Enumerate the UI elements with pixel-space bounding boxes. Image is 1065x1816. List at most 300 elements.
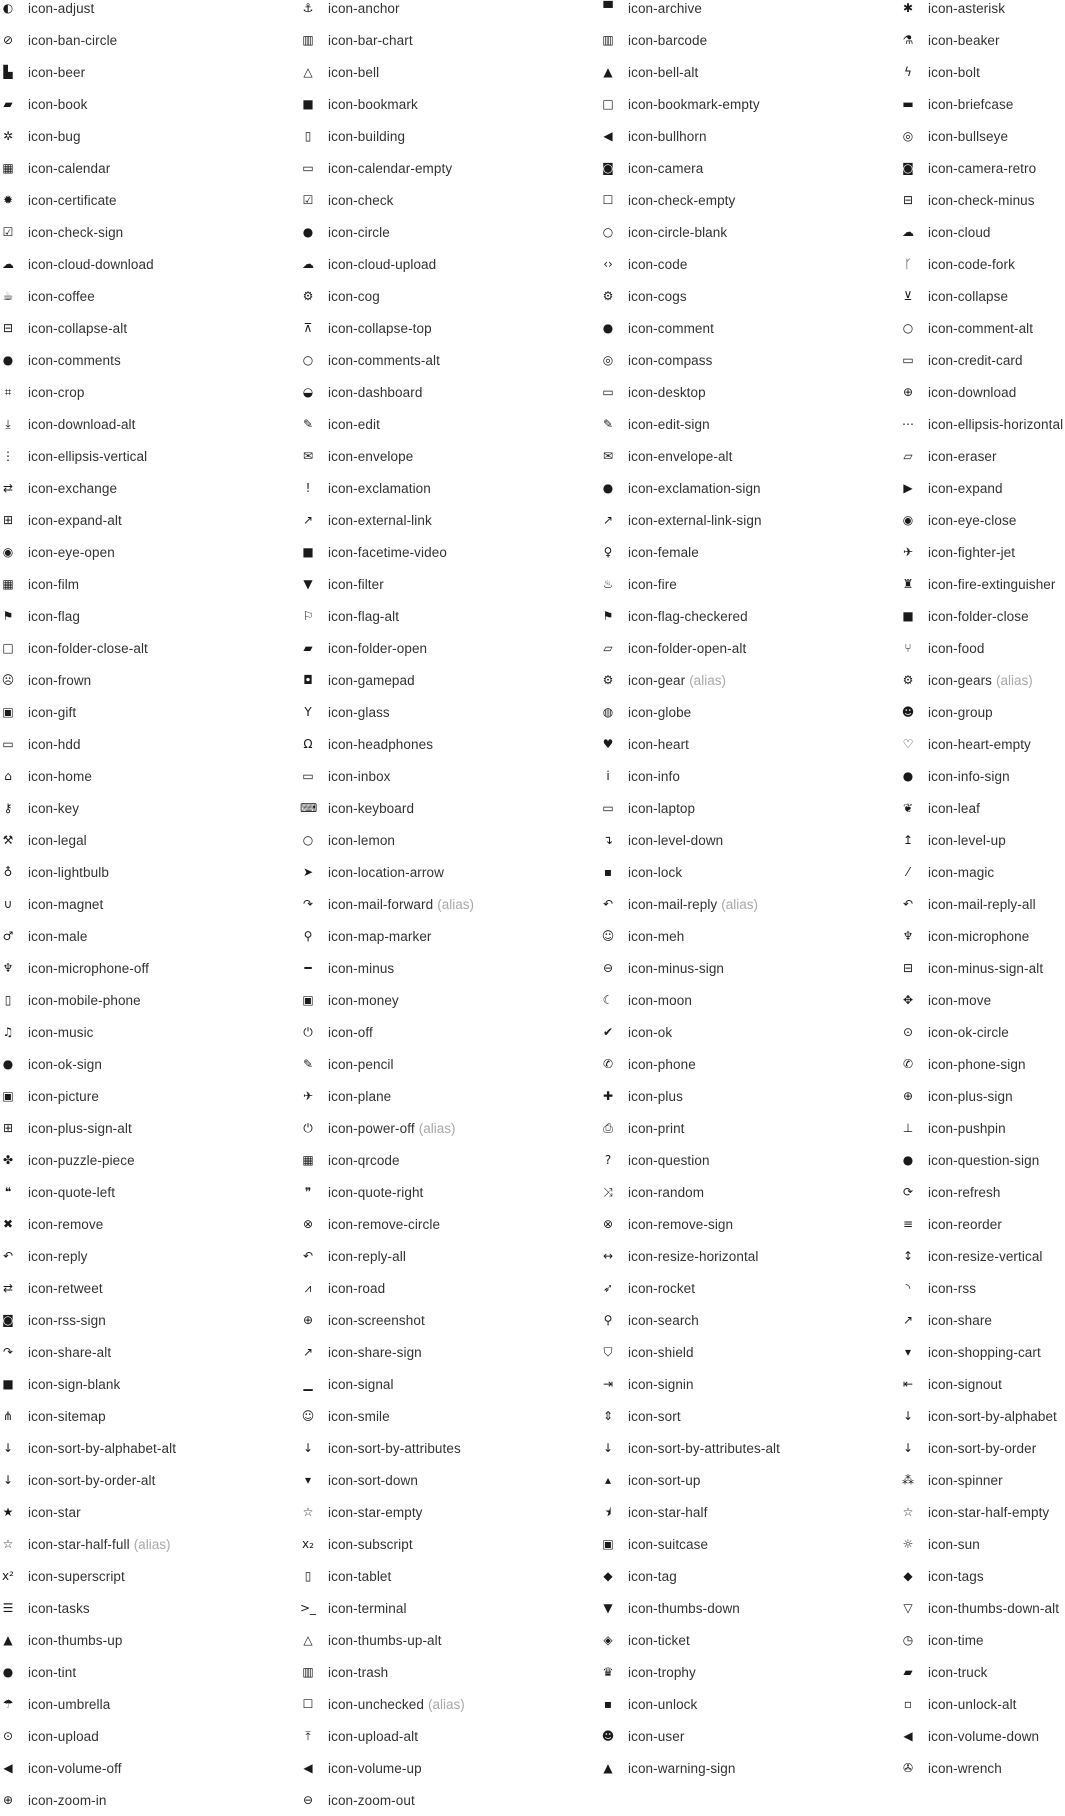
icon-entry[interactable] bbox=[300, 920, 600, 952]
icon-entry[interactable] bbox=[900, 888, 1065, 920]
icon-entry[interactable] bbox=[600, 728, 900, 760]
icon-entry[interactable] bbox=[0, 1144, 300, 1176]
icon-class-name: icon-frown bbox=[28, 672, 92, 688]
icon-entry[interactable] bbox=[600, 792, 900, 824]
icon-entry[interactable] bbox=[0, 152, 300, 184]
icon-entry[interactable] bbox=[900, 504, 1065, 536]
camera-icon: ◙ bbox=[602, 161, 614, 175]
icon-entry[interactable] bbox=[0, 248, 300, 280]
icon-entry[interactable] bbox=[600, 152, 900, 184]
icon-entry[interactable] bbox=[900, 1208, 1065, 1240]
icon-entry[interactable] bbox=[300, 1752, 600, 1784]
icon-entry[interactable] bbox=[600, 216, 900, 248]
icon-class-name: icon-bug bbox=[28, 128, 81, 144]
icon-entry[interactable] bbox=[900, 792, 1065, 824]
icon-entry[interactable] bbox=[600, 120, 900, 152]
icon-entry[interactable] bbox=[600, 280, 900, 312]
icon-entry[interactable] bbox=[0, 1496, 300, 1528]
ok-circle-icon: ⊙ bbox=[902, 1025, 914, 1039]
icon-entry[interactable] bbox=[900, 1144, 1065, 1176]
icon-entry[interactable] bbox=[600, 0, 900, 24]
icon-entry[interactable] bbox=[900, 536, 1065, 568]
icon-entry[interactable] bbox=[900, 760, 1065, 792]
icon-class-name: icon-globe bbox=[628, 704, 692, 720]
icon-entry[interactable] bbox=[300, 504, 600, 536]
icon-class-name: icon-plus-sign-alt bbox=[28, 1120, 132, 1136]
icon-entry[interactable] bbox=[0, 376, 300, 408]
icon-entry[interactable] bbox=[600, 1240, 900, 1272]
icon-entry[interactable] bbox=[0, 56, 300, 88]
icon-entry[interactable] bbox=[0, 888, 300, 920]
icon-entry[interactable] bbox=[0, 1688, 300, 1720]
icon-entry[interactable] bbox=[900, 1464, 1065, 1496]
icon-entry[interactable] bbox=[600, 1400, 900, 1432]
map-marker-icon: ⚲ bbox=[303, 929, 313, 943]
comment-icon: ● bbox=[602, 321, 614, 335]
icon-entry[interactable] bbox=[0, 24, 300, 56]
remove-circle-icon: ⊗ bbox=[302, 1217, 314, 1231]
icon-entry[interactable] bbox=[0, 1656, 300, 1688]
icon-entry[interactable] bbox=[600, 856, 900, 888]
icon-entry[interactable] bbox=[600, 248, 900, 280]
icon-entry[interactable] bbox=[300, 664, 600, 696]
icon-entry[interactable] bbox=[900, 1752, 1065, 1784]
icon-entry[interactable] bbox=[900, 920, 1065, 952]
icon-entry[interactable] bbox=[0, 1272, 300, 1304]
icon-entry[interactable] bbox=[0, 1592, 300, 1624]
icon-entry[interactable] bbox=[600, 1560, 900, 1592]
icon-entry[interactable] bbox=[600, 536, 900, 568]
icon-entry[interactable] bbox=[900, 1336, 1065, 1368]
icon-entry[interactable] bbox=[0, 1400, 300, 1432]
icon-class-name: icon-asterisk bbox=[928, 0, 1006, 16]
icon-class-name: icon-glass bbox=[328, 704, 390, 720]
icon-entry[interactable] bbox=[0, 1080, 300, 1112]
icon-entry[interactable] bbox=[600, 56, 900, 88]
icon-entry[interactable] bbox=[0, 1464, 300, 1496]
icon-class-name: icon-folder-open bbox=[328, 640, 428, 656]
icon-entry[interactable] bbox=[0, 632, 300, 664]
icon-entry[interactable] bbox=[900, 312, 1065, 344]
icon-entry[interactable] bbox=[0, 728, 300, 760]
icon-entry[interactable] bbox=[0, 1560, 300, 1592]
icon-entry[interactable] bbox=[300, 440, 600, 472]
icon-entry[interactable] bbox=[0, 920, 300, 952]
icon-entry[interactable] bbox=[0, 1368, 300, 1400]
magic-icon: ⁄ bbox=[906, 865, 909, 879]
icon-class-name: icon-download-alt bbox=[28, 416, 136, 432]
icon-class-name: icon-thumbs-up-alt bbox=[328, 1632, 442, 1648]
icon-entry[interactable] bbox=[0, 664, 300, 696]
icon-entry[interactable] bbox=[300, 1304, 600, 1336]
zoom-out-icon: ⊖ bbox=[302, 1793, 314, 1807]
ban-circle-icon: ⊘ bbox=[2, 33, 14, 47]
icon-entry[interactable] bbox=[600, 1112, 900, 1144]
icon-entry[interactable] bbox=[300, 1176, 600, 1208]
icon-entry[interactable] bbox=[300, 248, 600, 280]
thumbs-up-icon: ▲ bbox=[3, 1633, 13, 1647]
icon-entry[interactable] bbox=[900, 120, 1065, 152]
icon-entry[interactable] bbox=[600, 632, 900, 664]
icon-entry[interactable] bbox=[0, 280, 300, 312]
icon-entry[interactable] bbox=[600, 440, 900, 472]
icon-entry[interactable] bbox=[900, 1240, 1065, 1272]
icon-entry[interactable] bbox=[900, 1720, 1065, 1752]
icon-entry[interactable] bbox=[600, 824, 900, 856]
superscript-icon: x² bbox=[2, 1569, 14, 1583]
icon-entry[interactable] bbox=[900, 1592, 1065, 1624]
icon-entry[interactable] bbox=[900, 1016, 1065, 1048]
icon-entry[interactable] bbox=[600, 344, 900, 376]
icon-class-name: icon-bullseye bbox=[928, 128, 1009, 144]
icon-entry[interactable] bbox=[300, 792, 600, 824]
icon-entry[interactable] bbox=[300, 1336, 600, 1368]
icon-class-name: icon-print bbox=[628, 1120, 685, 1136]
icon-entry[interactable] bbox=[300, 280, 600, 312]
icon-entry[interactable] bbox=[900, 856, 1065, 888]
icon-entry[interactable] bbox=[600, 1144, 900, 1176]
edit-sign-icon: ✎ bbox=[602, 417, 614, 431]
check-icon: ☑ bbox=[302, 193, 314, 207]
icon-entry[interactable] bbox=[300, 1464, 600, 1496]
icon-entry[interactable] bbox=[900, 728, 1065, 760]
icon-entry[interactable] bbox=[0, 184, 300, 216]
icon-entry[interactable] bbox=[300, 1688, 600, 1720]
icon-entry[interactable] bbox=[600, 376, 900, 408]
icon-entry[interactable] bbox=[600, 312, 900, 344]
icon-entry[interactable] bbox=[900, 1624, 1065, 1656]
icon-entry[interactable] bbox=[600, 1656, 900, 1688]
icon-entry[interactable] bbox=[900, 1176, 1065, 1208]
icon-entry[interactable] bbox=[900, 1560, 1065, 1592]
icon-entry[interactable] bbox=[0, 600, 300, 632]
icon-class-name: icon-sort-by-alphabet-alt bbox=[28, 1440, 177, 1456]
icon-entry[interactable] bbox=[300, 152, 600, 184]
remove-sign-icon: ⊗ bbox=[602, 1217, 614, 1231]
icon-entry[interactable] bbox=[900, 664, 1065, 696]
camera-retro-icon: ◙ bbox=[902, 161, 914, 175]
icon-entry[interactable] bbox=[600, 1624, 900, 1656]
icon-entry[interactable] bbox=[900, 952, 1065, 984]
icon-entry[interactable] bbox=[900, 1688, 1065, 1720]
icon-entry[interactable] bbox=[300, 1400, 600, 1432]
circle-blank-icon: ○ bbox=[602, 225, 614, 239]
icon-entry[interactable] bbox=[300, 632, 600, 664]
icon-entry[interactable] bbox=[600, 888, 900, 920]
icon-entry[interactable] bbox=[900, 632, 1065, 664]
icon-class-name: icon-tint bbox=[28, 1664, 77, 1680]
icon-entry[interactable] bbox=[0, 88, 300, 120]
question-sign-icon: ● bbox=[902, 1153, 914, 1167]
cloud-icon: ☁ bbox=[902, 225, 914, 239]
icon-entry[interactable] bbox=[300, 56, 600, 88]
icon-entry[interactable] bbox=[600, 24, 900, 56]
icon-entry[interactable] bbox=[0, 984, 300, 1016]
icon-entry[interactable] bbox=[900, 1272, 1065, 1304]
icon-entry[interactable] bbox=[0, 120, 300, 152]
icon-entry[interactable] bbox=[300, 1272, 600, 1304]
icon-entry[interactable] bbox=[0, 856, 300, 888]
icon-entry[interactable] bbox=[600, 696, 900, 728]
envelope-icon: ✉ bbox=[302, 449, 314, 463]
icon-entry[interactable] bbox=[300, 24, 600, 56]
icon-entry[interactable] bbox=[600, 1496, 900, 1528]
icon-entry[interactable] bbox=[300, 1208, 600, 1240]
icon-entry[interactable] bbox=[600, 1528, 900, 1560]
icon-entry[interactable] bbox=[900, 1400, 1065, 1432]
icon-entry[interactable] bbox=[300, 120, 600, 152]
icon-entry[interactable] bbox=[0, 1304, 300, 1336]
icon-class-name: icon-remove-circle bbox=[328, 1216, 441, 1232]
icon-entry[interactable] bbox=[900, 376, 1065, 408]
icon-entry[interactable] bbox=[900, 568, 1065, 600]
icon-entry[interactable] bbox=[300, 888, 600, 920]
icon-entry[interactable] bbox=[300, 1112, 600, 1144]
icon-entry[interactable] bbox=[900, 440, 1065, 472]
icon-entry[interactable] bbox=[300, 184, 600, 216]
icon-entry[interactable] bbox=[900, 1304, 1065, 1336]
icon-class-name: icon-zoom-out bbox=[328, 1792, 415, 1808]
icon-class-name: icon-terminal bbox=[328, 1600, 407, 1616]
icon-entry[interactable] bbox=[0, 1336, 300, 1368]
icon-entry[interactable] bbox=[300, 344, 600, 376]
icon-class-name: icon-bar-chart bbox=[328, 32, 413, 48]
icon-entry[interactable] bbox=[600, 984, 900, 1016]
icon-class-name: icon-reorder bbox=[928, 1216, 1002, 1232]
time-icon: ◷ bbox=[902, 1633, 914, 1647]
icon-entry[interactable] bbox=[300, 1784, 600, 1816]
icon-entry[interactable] bbox=[600, 472, 900, 504]
icon-entry[interactable] bbox=[600, 1048, 900, 1080]
icon-entry[interactable] bbox=[300, 408, 600, 440]
icon-class-name: icon-music bbox=[28, 1024, 94, 1040]
icon-entry[interactable] bbox=[300, 600, 600, 632]
icon-entry[interactable] bbox=[300, 1144, 600, 1176]
icon-entry[interactable] bbox=[300, 1496, 600, 1528]
icon-entry[interactable] bbox=[900, 1528, 1065, 1560]
icon-entry[interactable] bbox=[900, 1080, 1065, 1112]
leaf-icon: ❦ bbox=[902, 801, 914, 815]
icon-entry[interactable] bbox=[900, 152, 1065, 184]
icon-class-name: icon-off bbox=[328, 1024, 373, 1040]
icon-entry[interactable] bbox=[0, 1176, 300, 1208]
icon-entry[interactable] bbox=[600, 568, 900, 600]
icon-entry[interactable] bbox=[0, 1048, 300, 1080]
icon-entry[interactable] bbox=[0, 0, 300, 24]
icon-entry[interactable] bbox=[600, 1176, 900, 1208]
icon-entry[interactable] bbox=[0, 568, 300, 600]
icon-entry[interactable] bbox=[300, 856, 600, 888]
icon-entry[interactable] bbox=[600, 1272, 900, 1304]
icon-entry[interactable] bbox=[600, 1688, 900, 1720]
icon-entry[interactable] bbox=[600, 1336, 900, 1368]
icon-entry[interactable] bbox=[300, 824, 600, 856]
icon-entry[interactable] bbox=[300, 1368, 600, 1400]
icon-class-name: icon-plus-sign bbox=[928, 1088, 1013, 1104]
icon-entry[interactable] bbox=[0, 696, 300, 728]
shield-icon: ⛉ bbox=[603, 1345, 613, 1359]
icon-class-name: icon-upload-alt bbox=[328, 1728, 419, 1744]
icon-entry[interactable] bbox=[0, 344, 300, 376]
icon-entry[interactable] bbox=[300, 1432, 600, 1464]
icon-entry[interactable] bbox=[900, 344, 1065, 376]
icon-entry[interactable] bbox=[0, 472, 300, 504]
icon-entry[interactable] bbox=[0, 1720, 300, 1752]
icon-entry[interactable] bbox=[0, 1784, 300, 1816]
icon-entry[interactable] bbox=[600, 1720, 900, 1752]
icon-entry[interactable] bbox=[300, 728, 600, 760]
icon-class-name: icon-desktop bbox=[628, 384, 706, 400]
flag-checkered-icon: ⚑ bbox=[602, 609, 614, 623]
icon-entry[interactable] bbox=[0, 1528, 300, 1560]
icon-class-name: icon-heart-empty bbox=[928, 736, 1031, 752]
icon-entry[interactable] bbox=[900, 216, 1065, 248]
icon-entry[interactable] bbox=[900, 1048, 1065, 1080]
icon-entry[interactable] bbox=[0, 1432, 300, 1464]
icon-entry[interactable] bbox=[600, 920, 900, 952]
adjust-icon: ◐ bbox=[2, 1, 14, 15]
icon-entry[interactable] bbox=[0, 952, 300, 984]
icon-entry[interactable] bbox=[300, 1560, 600, 1592]
icon-entry[interactable] bbox=[600, 1464, 900, 1496]
icon-entry[interactable] bbox=[0, 1752, 300, 1784]
icon-entry[interactable] bbox=[900, 1112, 1065, 1144]
umbrella-icon: ☂ bbox=[2, 1697, 14, 1711]
icon-entry[interactable] bbox=[900, 696, 1065, 728]
exclamation-icon: ! bbox=[305, 481, 311, 495]
icon-entry[interactable] bbox=[900, 280, 1065, 312]
icon-entry[interactable] bbox=[300, 216, 600, 248]
icon-entry[interactable] bbox=[300, 312, 600, 344]
icon-class-name: icon-keyboard bbox=[328, 800, 415, 816]
icon-entry[interactable] bbox=[600, 184, 900, 216]
icon-entry[interactable] bbox=[600, 1016, 900, 1048]
exclamation-sign-icon: ● bbox=[602, 481, 614, 495]
icon-entry[interactable] bbox=[900, 184, 1065, 216]
icon-class-name: icon-heart bbox=[628, 736, 690, 752]
icon-entry[interactable] bbox=[300, 1656, 600, 1688]
icon-entry[interactable] bbox=[900, 24, 1065, 56]
icon-entry[interactable] bbox=[0, 1624, 300, 1656]
icon-class-name: icon-expand bbox=[928, 480, 1003, 496]
icon-entry[interactable] bbox=[300, 1528, 600, 1560]
icon-entry[interactable] bbox=[900, 88, 1065, 120]
icon-entry[interactable] bbox=[300, 536, 600, 568]
icon-entry[interactable] bbox=[600, 1592, 900, 1624]
icon-entry[interactable] bbox=[600, 1208, 900, 1240]
icon-entry[interactable] bbox=[900, 248, 1065, 280]
icon-entry[interactable] bbox=[300, 472, 600, 504]
icon-class-name: icon-map-marker bbox=[328, 928, 432, 944]
icon-entry[interactable] bbox=[0, 1240, 300, 1272]
icon-class-name: icon-filter bbox=[328, 576, 384, 592]
icon-entry[interactable] bbox=[0, 1208, 300, 1240]
icon-entry[interactable] bbox=[0, 1112, 300, 1144]
icon-entry[interactable] bbox=[900, 472, 1065, 504]
icon-entry[interactable] bbox=[900, 1432, 1065, 1464]
icon-class-name: icon-circle-blank bbox=[628, 224, 728, 240]
envelope-alt-icon: ✉ bbox=[602, 449, 614, 463]
icon-entry[interactable] bbox=[0, 504, 300, 536]
icon-entry[interactable] bbox=[300, 1720, 600, 1752]
icon-entry[interactable] bbox=[300, 1592, 600, 1624]
icon-entry[interactable] bbox=[600, 1080, 900, 1112]
icon-entry[interactable] bbox=[900, 0, 1065, 24]
icon-entry[interactable] bbox=[600, 504, 900, 536]
icon-entry[interactable] bbox=[900, 1656, 1065, 1688]
icon-class-name: icon-anchor bbox=[328, 0, 400, 16]
icon-entry[interactable] bbox=[0, 1016, 300, 1048]
icon-entry[interactable] bbox=[900, 824, 1065, 856]
icon-class-name: icon-star-half-full bbox=[28, 1536, 130, 1552]
icon-class-name: icon-rocket bbox=[628, 1280, 696, 1296]
volume-up-icon: ◀ bbox=[303, 1761, 313, 1775]
icon-entry[interactable] bbox=[300, 376, 600, 408]
icon-entry[interactable] bbox=[300, 568, 600, 600]
icon-entry[interactable] bbox=[300, 952, 600, 984]
rss-sign-icon: ◙ bbox=[2, 1313, 14, 1327]
icon-entry[interactable] bbox=[900, 984, 1065, 1016]
icon-entry[interactable] bbox=[0, 792, 300, 824]
icon-class-name: icon-bullhorn bbox=[628, 128, 707, 144]
icon-entry[interactable] bbox=[900, 56, 1065, 88]
icon-entry[interactable] bbox=[0, 824, 300, 856]
icon-entry[interactable] bbox=[900, 1496, 1065, 1528]
icon-entry[interactable] bbox=[0, 408, 300, 440]
icon-class-name: icon-archive bbox=[628, 0, 702, 16]
icon-entry[interactable] bbox=[300, 696, 600, 728]
icon-entry[interactable] bbox=[600, 1752, 900, 1784]
icon-entry[interactable] bbox=[300, 1016, 600, 1048]
icon-entry[interactable] bbox=[300, 984, 600, 1016]
icon-entry[interactable] bbox=[300, 88, 600, 120]
icon-entry[interactable] bbox=[0, 536, 300, 568]
icon-entry[interactable] bbox=[900, 600, 1065, 632]
icon-entry[interactable] bbox=[600, 88, 900, 120]
icon-entry[interactable] bbox=[600, 952, 900, 984]
sign-blank-icon: ■ bbox=[2, 1377, 14, 1391]
sort-by-alphabet-icon: ↓ bbox=[902, 1409, 914, 1423]
icon-entry[interactable] bbox=[600, 1304, 900, 1336]
wrench-icon: ✇ bbox=[902, 1761, 914, 1775]
road-icon: ⩘ bbox=[304, 1281, 312, 1295]
icon-class-name: icon-smile bbox=[328, 1408, 390, 1424]
icon-entry[interactable] bbox=[300, 760, 600, 792]
icon-class-name: icon-rss-sign bbox=[28, 1312, 106, 1328]
icon-entry[interactable] bbox=[300, 1080, 600, 1112]
icon-entry[interactable] bbox=[900, 408, 1065, 440]
icon-entry[interactable] bbox=[600, 408, 900, 440]
icon-entry[interactable] bbox=[300, 1240, 600, 1272]
icon-entry[interactable] bbox=[600, 1368, 900, 1400]
icon-entry[interactable] bbox=[0, 216, 300, 248]
icon-entry[interactable] bbox=[600, 1432, 900, 1464]
icon-class-name: icon-calendar-empty bbox=[328, 160, 453, 176]
icon-entry[interactable] bbox=[0, 440, 300, 472]
icon-entry[interactable] bbox=[600, 664, 900, 696]
icon-entry[interactable] bbox=[600, 600, 900, 632]
icon-entry[interactable] bbox=[900, 1368, 1065, 1400]
icon-entry[interactable] bbox=[0, 760, 300, 792]
icon-entry[interactable] bbox=[300, 1624, 600, 1656]
icon-entry[interactable] bbox=[300, 1048, 600, 1080]
icon-entry[interactable] bbox=[0, 312, 300, 344]
share-icon: ↗ bbox=[902, 1313, 914, 1327]
icon-entry[interactable] bbox=[600, 760, 900, 792]
icon-class-name: icon-bell-alt bbox=[628, 64, 699, 80]
icon-entry[interactable] bbox=[300, 0, 600, 24]
icon-class-name: icon-shield bbox=[628, 1344, 694, 1360]
